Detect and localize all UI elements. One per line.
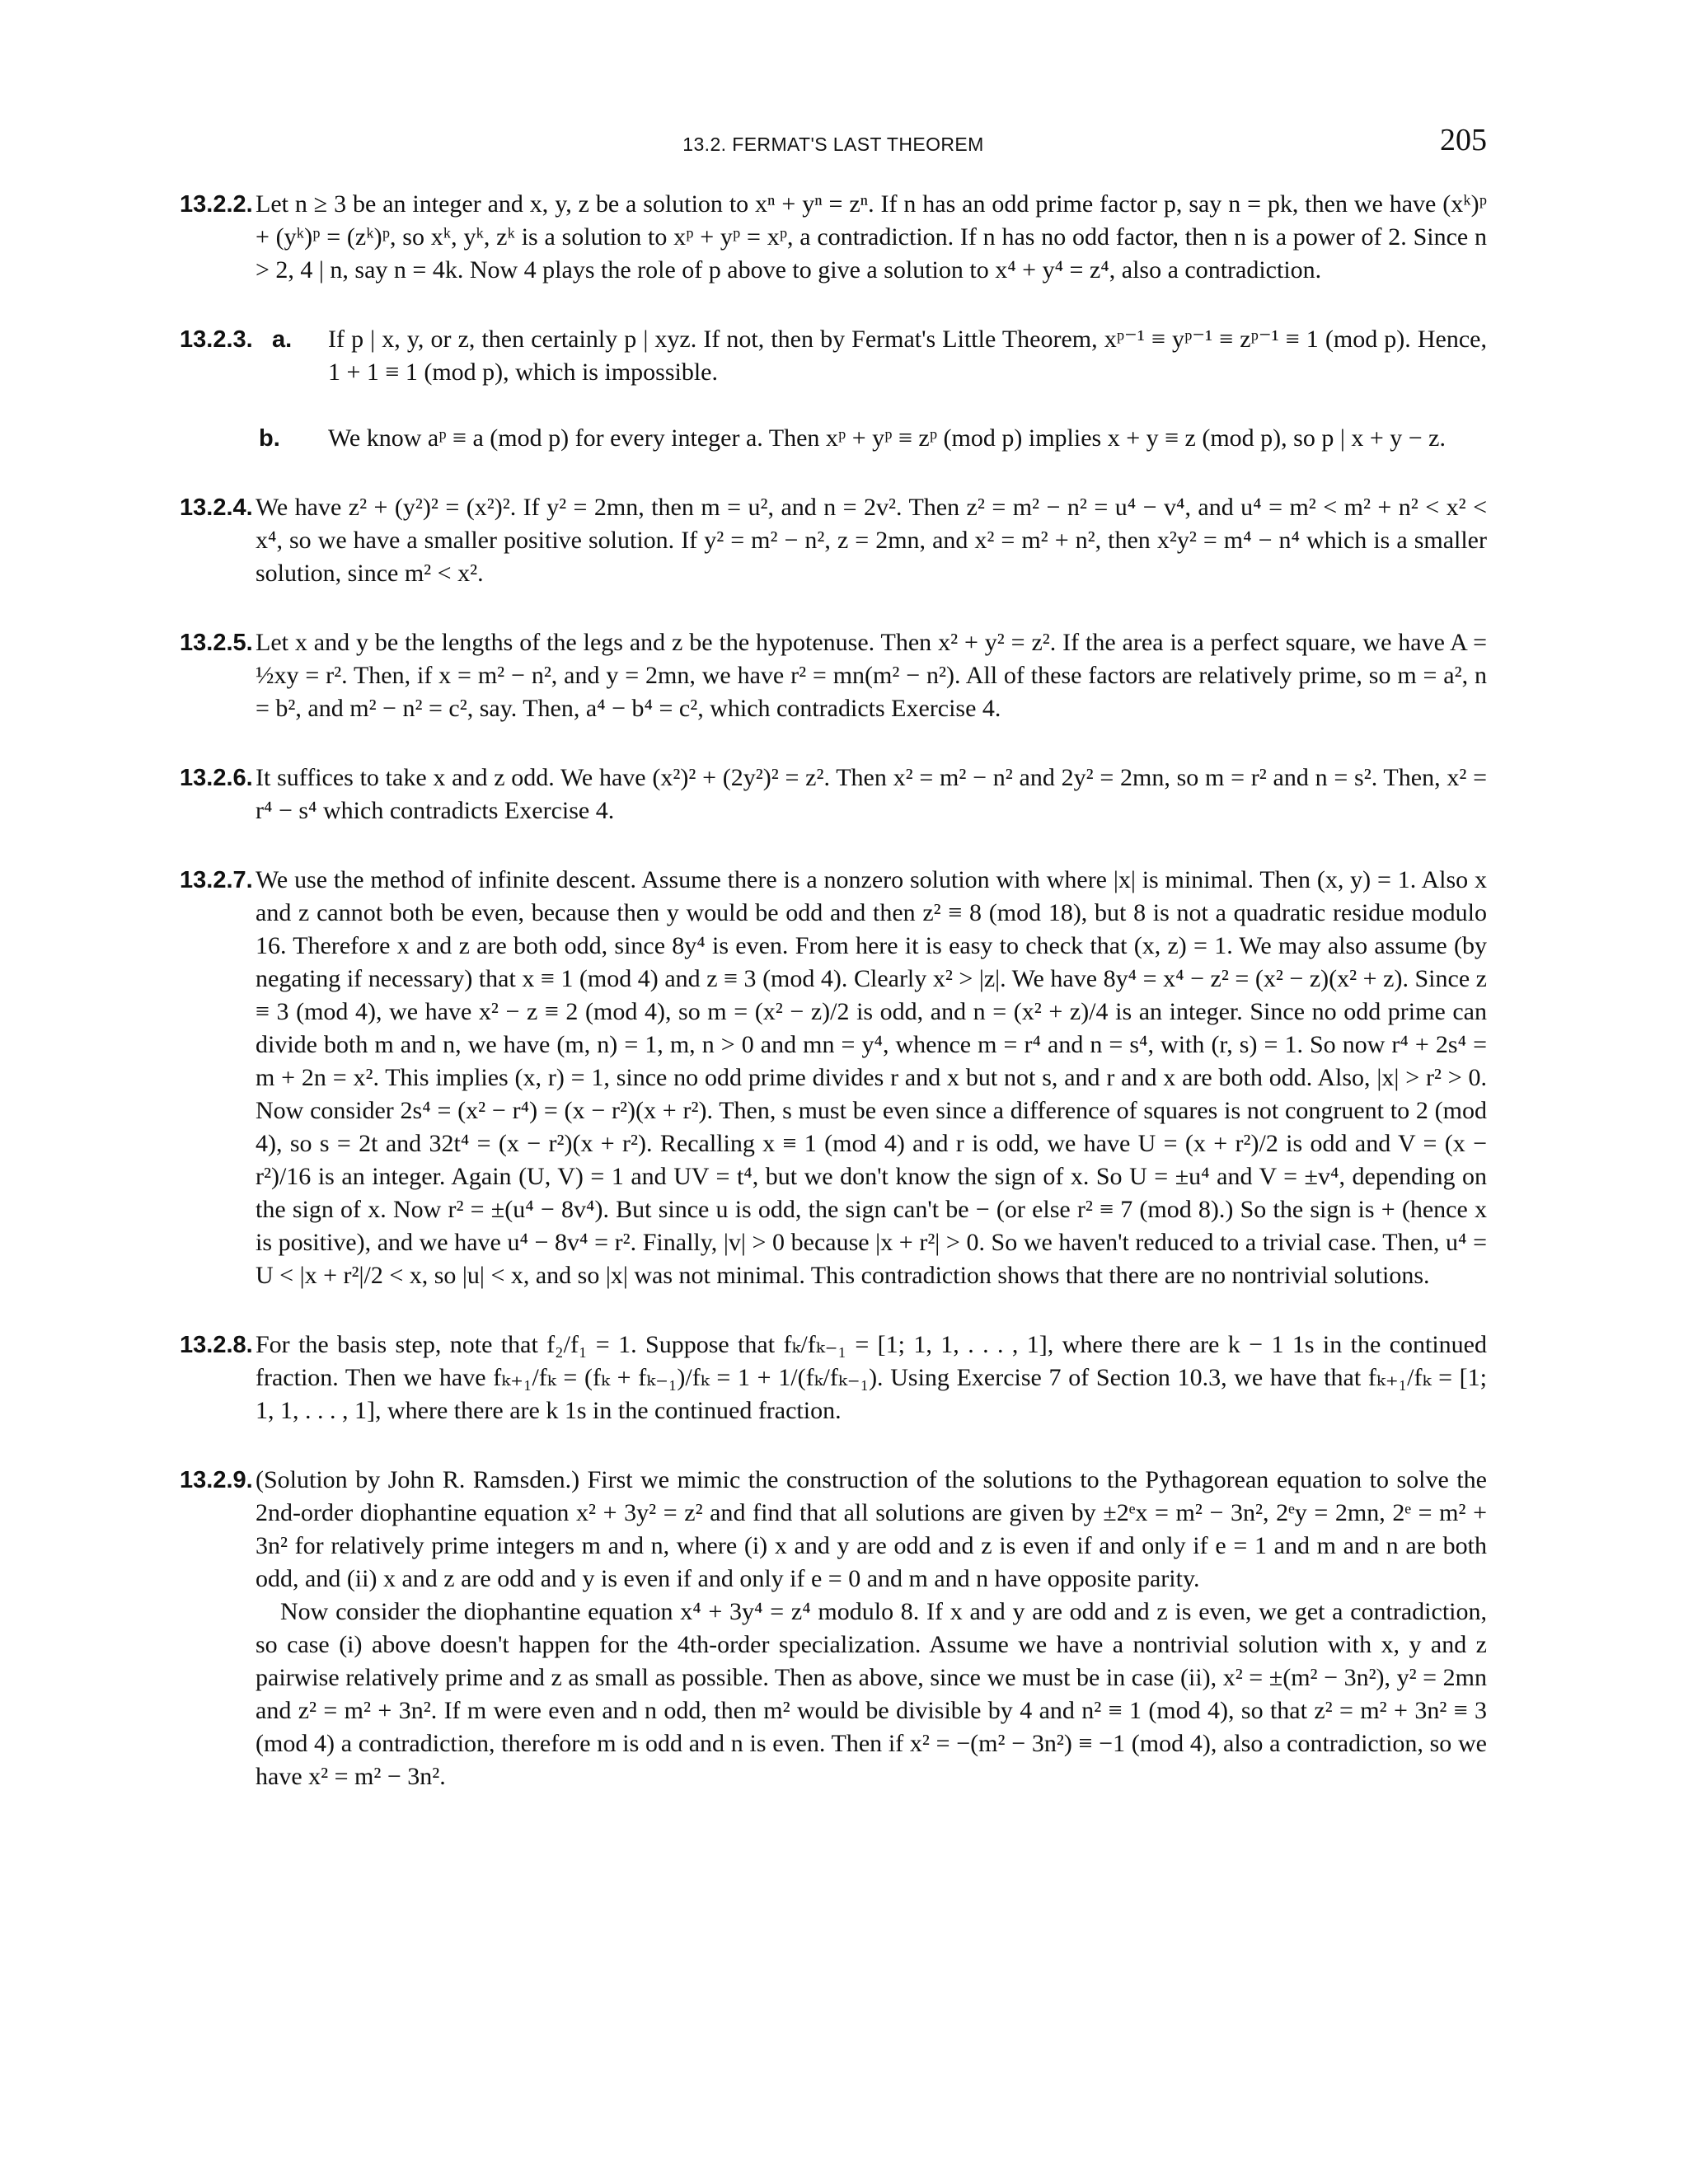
page-number: 205 <box>1440 123 1487 157</box>
exercise-number: 13.2.9. <box>180 1467 253 1493</box>
exercise-text: It suffices to take x and z odd. We have (x²)² + (2y²)² = z². Then x² = m² − n² and 2y² = 2mn, so m = r² and n = s². Then, x² = r⁴ − s⁴ which contradicts Exercise 4. <box>256 764 1487 824</box>
running-head: 13.2. FERMAT'S LAST THEOREM <box>682 134 984 155</box>
exercise-paragraph-1: (Solution by John R. Ramsden.) First we mimic the construction of the solutions to the Pythagorean equation to solve the 2nd-order diophantine equation x² + 3y² = z² and find that all solutions are given by ±2ᵉx = m² − 3n², 2ᵉy = 2mn, 2ᵉ = m² + 3n² for relatively prime integers m and n, where (i) x and y are odd and z is even if and only if e = 1 and m and n are both odd, and (ii) x and z are odd and y is even if and only if e = 0 and m and n have opposite parity. <box>256 1466 1487 1592</box>
exercise-13-2-9 <box>180 1464 1487 1793</box>
exercise-text: We have z² + (y²)² = (x²)². If y² = 2mn, then m = u², and n = 2v². Then z² = m² − n² = u⁴ − v⁴, and u⁴ = m² < m² + n² < x² < x⁴, so we have a smaller positive solution. If y² = m² − n², z = 2mn, and x² = m² + n², then x²y² = m⁴ − n⁴ which is a smaller solution, since m² < x². <box>256 494 1487 587</box>
exercise-number: 13.2.5. <box>180 630 253 656</box>
page-header <box>180 122 1487 165</box>
exercise-number: 13.2.6. <box>180 765 253 791</box>
exercise-13-2-8 <box>180 1329 1487 1427</box>
exercise-13-2-6 <box>180 762 1487 827</box>
part-label: b. <box>259 425 280 452</box>
exercise-text: For the basis step, note that f₂/f₁ = 1. Suppose that fₖ/fₖ₋₁ = [1; 1, 1, . . . , 1], where there are k − 1 1s in the continued fraction. Then we have fₖ₊₁/fₖ = (fₖ + fₖ₋₁)/fₖ = 1 + 1/(fₖ/fₖ₋₁). Using Exercise 7 of Section 10.3, we have that fₖ₊₁/fₖ = [1; 1, 1, . . . , 1], where there are k 1s in the continued fraction. <box>256 1331 1487 1424</box>
exercise-13-2-3-part-b <box>180 422 1487 455</box>
part-label: a. <box>272 326 293 353</box>
part-text: We know aᵖ ≡ a (mod p) for every integer a. Then xᵖ + yᵖ ≡ zᵖ (mod p) implies x + y ≡ z (mod p), so p | x + y − z. <box>328 424 1446 452</box>
exercise-number: 13.2.7. <box>180 867 253 893</box>
exercise-number: 13.2.2. <box>180 191 253 218</box>
exercise-13-2-3-part-a <box>180 323 1487 389</box>
exercise-text: Let x and y be the lengths of the legs and z be the hypotenuse. Then x² + y² = z². If the area is a perfect square, we have A = ½xy = r². Then, if x = m² − n², and y = 2mn, we have r² = mn(m² − n²). All of these factors are relatively prime, so m = a², n = b², and m² − n² = c², say. Then, a⁴ − b⁴ = c², which contradicts Exercise 4. <box>256 629 1487 722</box>
exercise-paragraph-2: Now consider the diophantine equation x⁴ + 3y⁴ = z⁴ modulo 8. If x and y are odd and z is even, we get a contradiction, so case (i) above doesn't happen for the 4th-order specialization. Assume we have a nontrivial solution with x, y and z pairwise relatively prime and z as small as possible. Then as above, since we must be in case (ii), x² = ±(m² − 3n²), y² = 2mn and z² = m² + 3n². If m were even and n odd, then m² would be divisible by 4 and n² ≡ 1 (mod 4), so that z² = m² + 3n² ≡ 3 (mod 4) a contradiction, therefore m is odd and n is even. Then if x² = −(m² − 3n²) ≡ −1 (mod 4), also a contradiction, so we have x² = m² − 3n². <box>256 1598 1487 1790</box>
exercise-number: 13.2.8. <box>180 1332 253 1358</box>
part-text: If p | x, y, or z, then certainly p | xyz. If not, then by Fermat's Little Theorem, xᵖ⁻¹ ≡ yᵖ⁻¹ ≡ zᵖ⁻¹ ≡ 1 (mod p). Hence, 1 + 1 ≡ 1 (mod p), which is impossible. <box>328 326 1487 386</box>
exercise-13-2-4 <box>180 491 1487 590</box>
solutions-body <box>180 188 1487 1826</box>
exercise-13-2-7 <box>180 864 1487 1292</box>
exercise-13-2-5 <box>180 626 1487 725</box>
exercise-13-2-2 <box>180 188 1487 287</box>
exercise-number: 13.2.4. <box>180 494 253 521</box>
exercise-text: We use the method of infinite descent. Assume there is a nonzero solution with where |x| is minimal. Then (x, y) = 1. Also x and z cannot both be even, because then y would be odd and then z² ≡ 8 (mod 18), but 8 is not a quadratic residue modulo 16. Therefore x and z are both odd, since 8y⁴ is even. From here it is easy to check that (x, z) = 1. We may also assume (by negating if necessary) that x ≡ 1 (mod 4) and z ≡ 3 (mod 4). Clearly x² > |z|. We have 8y⁴ = x⁴ − z² = (x² − z)(x² + z). Since z ≡ 3 (mod 4), we have x² − z ≡ 2 (mod 4), so m = (x² − z)/2 is odd, and n = (x² + z)/4 is an integer. Since no odd prime can divide both m and n, we have (m, n) = 1, m, n > 0 and mn = y⁴, whence m = r⁴ and n = s⁴, with (r, s) = 1. So now r⁴ + 2s⁴ = m + 2n = x². This implies (x, r) = 1, since no odd prime divides r and x but not s, and r and x are both odd. Also, |x| > r² > 0. Now consider 2s⁴ = (x² − r⁴) = (x − r²)(x + r²). Then, s must be even since a difference of squares is not congruent to 2 (mod 4), so s = 2t and 32t⁴ = (x − r²)(x + r²). Recalling x ≡ 1 (mod 4) and r is odd, we have U = (x + r²)/2 is odd and V = (x − r²)/16 is an integer. Again (U, V) = 1 and UV = t⁴, but we don't know the sign of x. So U = ±u⁴ and V = ±v⁴, depending on the sign of x. Now r² = ±(u⁴ − 8v⁴). But since u is odd, the sign can't be − (or else r² ≡ 7 (mod 8).) So the sign is + (hence x is positive), and we have u⁴ − 8v⁴ = r². Finally, |v| > 0 because |x + r²| > 0. So we haven't reduced to a trivial case. Then, u⁴ = U < |x + r²|/2 < x, so |u| < x, and so |x| was not minimal. This contradiction shows that there are no nontrivial solutions. <box>256 866 1487 1289</box>
exercise-number: 13.2.3. <box>180 326 253 353</box>
exercise-text: Let n ≥ 3 be an integer and x, y, z be a solution to xⁿ + yⁿ = zⁿ. If n has an odd prime factor p, say n = pk, then we have (xᵏ)ᵖ + (yᵏ)ᵖ = (zᵏ)ᵖ, so xᵏ, yᵏ, zᵏ is a solution to xᵖ + yᵖ = xᵖ, a contradiction. If n has no odd factor, then n is a power of 2. Since n > 2, 4 | n, say n = 4k. Now 4 plays the role of p above to give a solution to x⁴ + y⁴ = z⁴, also a contradiction. <box>256 190 1487 284</box>
